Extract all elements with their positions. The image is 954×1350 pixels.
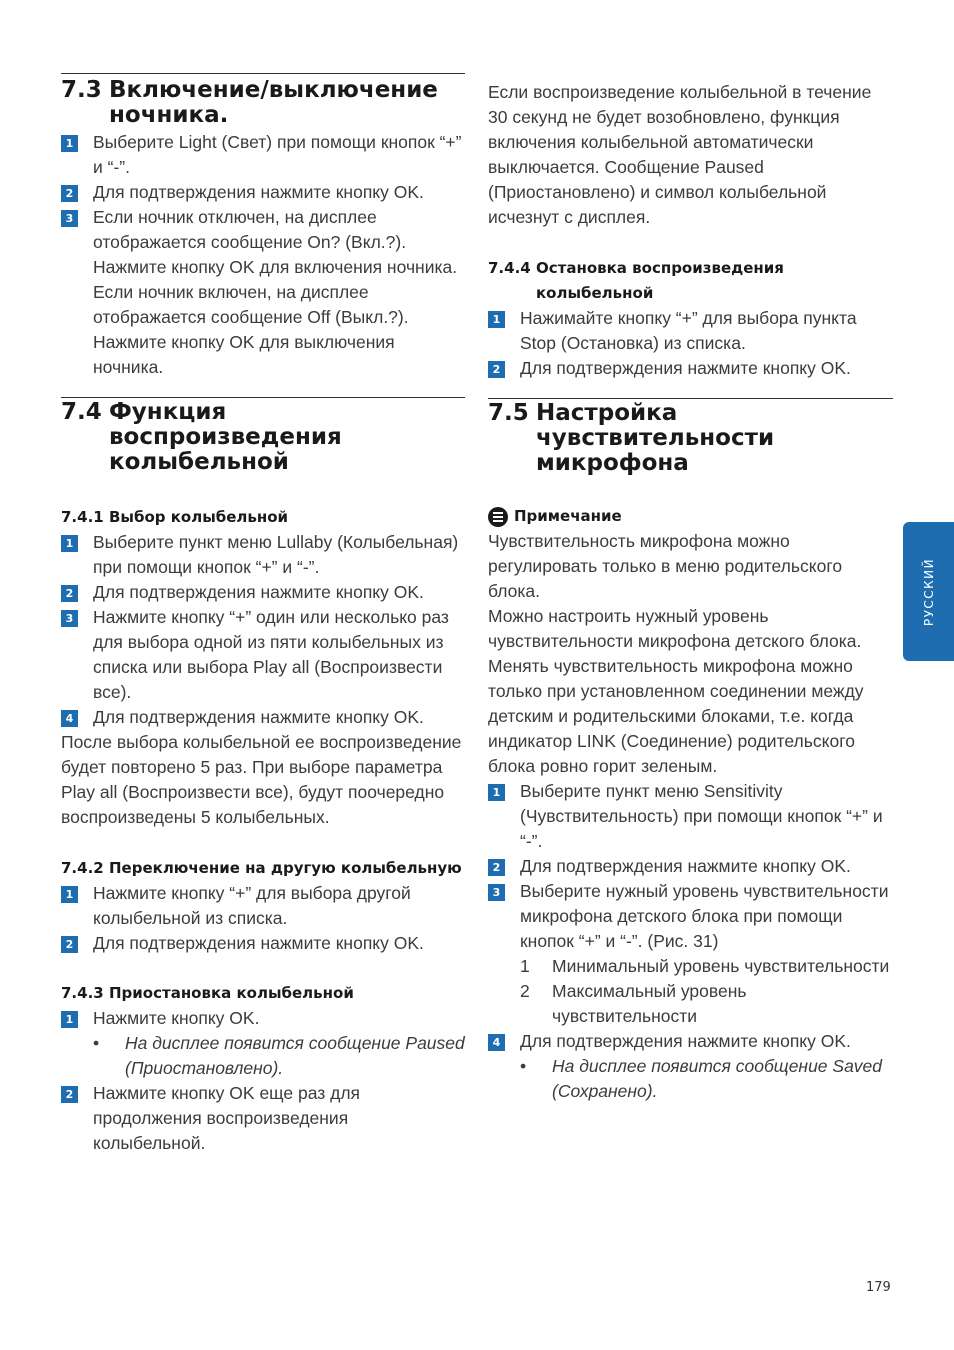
step-badge: 4 (61, 710, 78, 727)
step-item (61, 530, 465, 580)
bullet-text: На дисплее появится сообщение Saved (Сохранено). (552, 1056, 883, 1101)
bullet-item (488, 1054, 893, 1104)
step-text: Выберите пункт меню Lullaby (Колыбельная) при помощи кнопок “+” и “-”. (93, 532, 459, 577)
step-item (488, 306, 893, 356)
note-text: Можно настроить нужный уровень чувствительности микрофона детского блока. Менять чувствительность микрофона можно только при установленном соединении между детским и родительскими блоками, т.е. когда индикатор LINK (Соединение) родительского блока ровно горит зеленым. (488, 606, 864, 776)
step-text: Для подтверждения нажмите кнопку OK. (93, 182, 424, 202)
step-badge: 2 (61, 936, 78, 953)
step-item (488, 879, 893, 954)
step-badge: 3 (488, 884, 505, 901)
section-rule (61, 73, 465, 74)
note-heading (488, 504, 893, 529)
note-label: Примечание (514, 507, 622, 525)
step-text: Для подтверждения нажмите кнопку OK. (93, 933, 424, 953)
step-text: Для подтверждения нажмите кнопку OK. (93, 707, 424, 727)
section-number: 7.5 (488, 400, 529, 426)
step-badge: 2 (61, 185, 78, 202)
step-text: Нажмите кнопку OK еще раз для продолжения воспроизведения колыбельной. (93, 1083, 361, 1153)
step-badge: 1 (61, 1011, 78, 1028)
step-item (61, 205, 465, 380)
level-item (488, 979, 893, 1029)
subsection-title: Остановка воспроизведения колыбельной (536, 259, 784, 302)
step-badge: 3 (61, 210, 78, 227)
note-icon (488, 507, 508, 527)
step-item (61, 705, 465, 730)
step-text: Для подтверждения нажмите кнопку OK. (93, 582, 424, 602)
left-column (61, 73, 465, 1156)
step-item (488, 356, 893, 381)
step-item (488, 854, 893, 879)
page-number: 179 (866, 1280, 891, 1295)
subsection-title: Приостановка колыбельной (109, 984, 354, 1002)
step-badge: 1 (61, 535, 78, 552)
step-text: Нажимайте кнопку “+” для выбора пункта Stop (Остановка) из списка. (520, 308, 857, 353)
step-text: Нажмите кнопку OK. (93, 1008, 260, 1028)
step-badge: 2 (488, 859, 505, 876)
step-item (61, 1006, 465, 1031)
bullet-item (61, 1031, 465, 1081)
section-title: Настройка чувствительности микрофона (536, 400, 775, 476)
subsection-title: Переключение на другую колыбельную (109, 859, 462, 877)
note-text: Чувствительность микрофона можно регулировать только в меню родительского блока. (488, 531, 843, 601)
level-number: 1 (520, 956, 530, 976)
subsection-title: Выбор колыбельной (109, 508, 289, 526)
section-title: Включение/выключение ночника. (109, 77, 438, 128)
level-text: Минимальный уровень чувствительности (552, 956, 890, 976)
section-rule (61, 397, 465, 398)
subsection-number: 7.4.4 (488, 259, 531, 277)
step-item (61, 180, 465, 205)
step-text: Выберите нужный уровень чувствительности микрофона детского блока при помощи кнопок “+” и “-”. (Рис. 31) (520, 881, 889, 951)
step-item (61, 1081, 465, 1156)
step-badge: 1 (488, 311, 505, 328)
step-text: Нажмите кнопку “+” для выбора другой колыбельной из списка. (93, 883, 411, 928)
subsection-7-4-1-heading (61, 505, 465, 530)
section-rule (488, 398, 893, 399)
step-item (61, 580, 465, 605)
subsection-7-4-4-heading (488, 256, 893, 306)
subsection-7-4-2-heading (61, 856, 465, 881)
paragraph: Если воспроизведение колыбельной в течение 30 секунд не будет возобновлено, функция включения колыбельной автоматически выключается. Сообщение Paused (Приостановлено) и символ колыбельной исчезнут с дисплея. (488, 82, 872, 227)
step-item (488, 779, 893, 854)
bullet-dot: • (93, 1033, 100, 1053)
section-7-4-heading (61, 400, 465, 475)
level-item (488, 954, 893, 979)
paragraph: После выбора колыбельной ее воспроизведение будет повторено 5 раз. При выборе параметра Play all (Воспроизвести все), будут поочередно воспроизведены 5 колыбельных. (61, 732, 462, 827)
language-tab (903, 522, 954, 661)
section-number: 7.4 (61, 399, 102, 425)
step-item (61, 130, 465, 180)
subsection-7-4-3-heading (61, 981, 465, 1006)
bullet-text: На дисплее появится сообщение Paused (Приостановлено). (125, 1033, 465, 1078)
step-badge: 3 (61, 610, 78, 627)
section-7-5-heading (488, 401, 893, 476)
section-7-3-heading (61, 78, 465, 128)
level-text: Максимальный уровень чувствительности (552, 981, 747, 1026)
section-number: 7.3 (61, 77, 102, 103)
subsection-number: 7.4.3 (61, 984, 104, 1002)
step-text: Нажмите кнопку “+” один или несколько раз для выбора одной из пяти колыбельных из списка или выбора Play all (Воспроизвести все). (93, 607, 449, 702)
subsection-number: 7.4.2 (61, 859, 104, 877)
section-title: Функция воспроизведения колыбельной (109, 399, 342, 475)
step-text: Для подтверждения нажмите кнопку OK. (520, 856, 851, 876)
step-text: Если ночник отключен, на дисплее отображается сообщение On? (Вкл.?). Нажмите кнопку OK для включения ночника. Если ночник включен, на дисплее отображается сообщение Off (Выкл.?). Нажмите кнопку OK для выключения ночника. (93, 207, 458, 377)
step-text: Выберите Light (Свет) при помощи кнопок “+” и “-”. (93, 132, 462, 177)
step-item (61, 605, 465, 705)
step-text: Для подтверждения нажмите кнопку OK. (520, 1031, 851, 1051)
step-badge: 1 (61, 886, 78, 903)
step-badge: 1 (488, 784, 505, 801)
step-item (488, 1029, 893, 1054)
language-tab-label: РУССКИЙ (921, 557, 936, 626)
step-item (61, 881, 465, 931)
level-number: 2 (520, 981, 530, 1001)
step-badge: 2 (488, 361, 505, 378)
step-badge: 2 (61, 1086, 78, 1103)
step-badge: 4 (488, 1034, 505, 1051)
bullet-dot: • (520, 1056, 527, 1076)
step-item (61, 931, 465, 956)
step-badge: 2 (61, 585, 78, 602)
subsection-number: 7.4.1 (61, 508, 104, 526)
step-text: Выберите пункт меню Sensitivity (Чувствительность) при помощи кнопок “+” и “-”. (520, 781, 883, 851)
step-text: Для подтверждения нажмите кнопку OK. (520, 358, 851, 378)
right-column (488, 73, 893, 1104)
step-badge: 1 (61, 135, 78, 152)
